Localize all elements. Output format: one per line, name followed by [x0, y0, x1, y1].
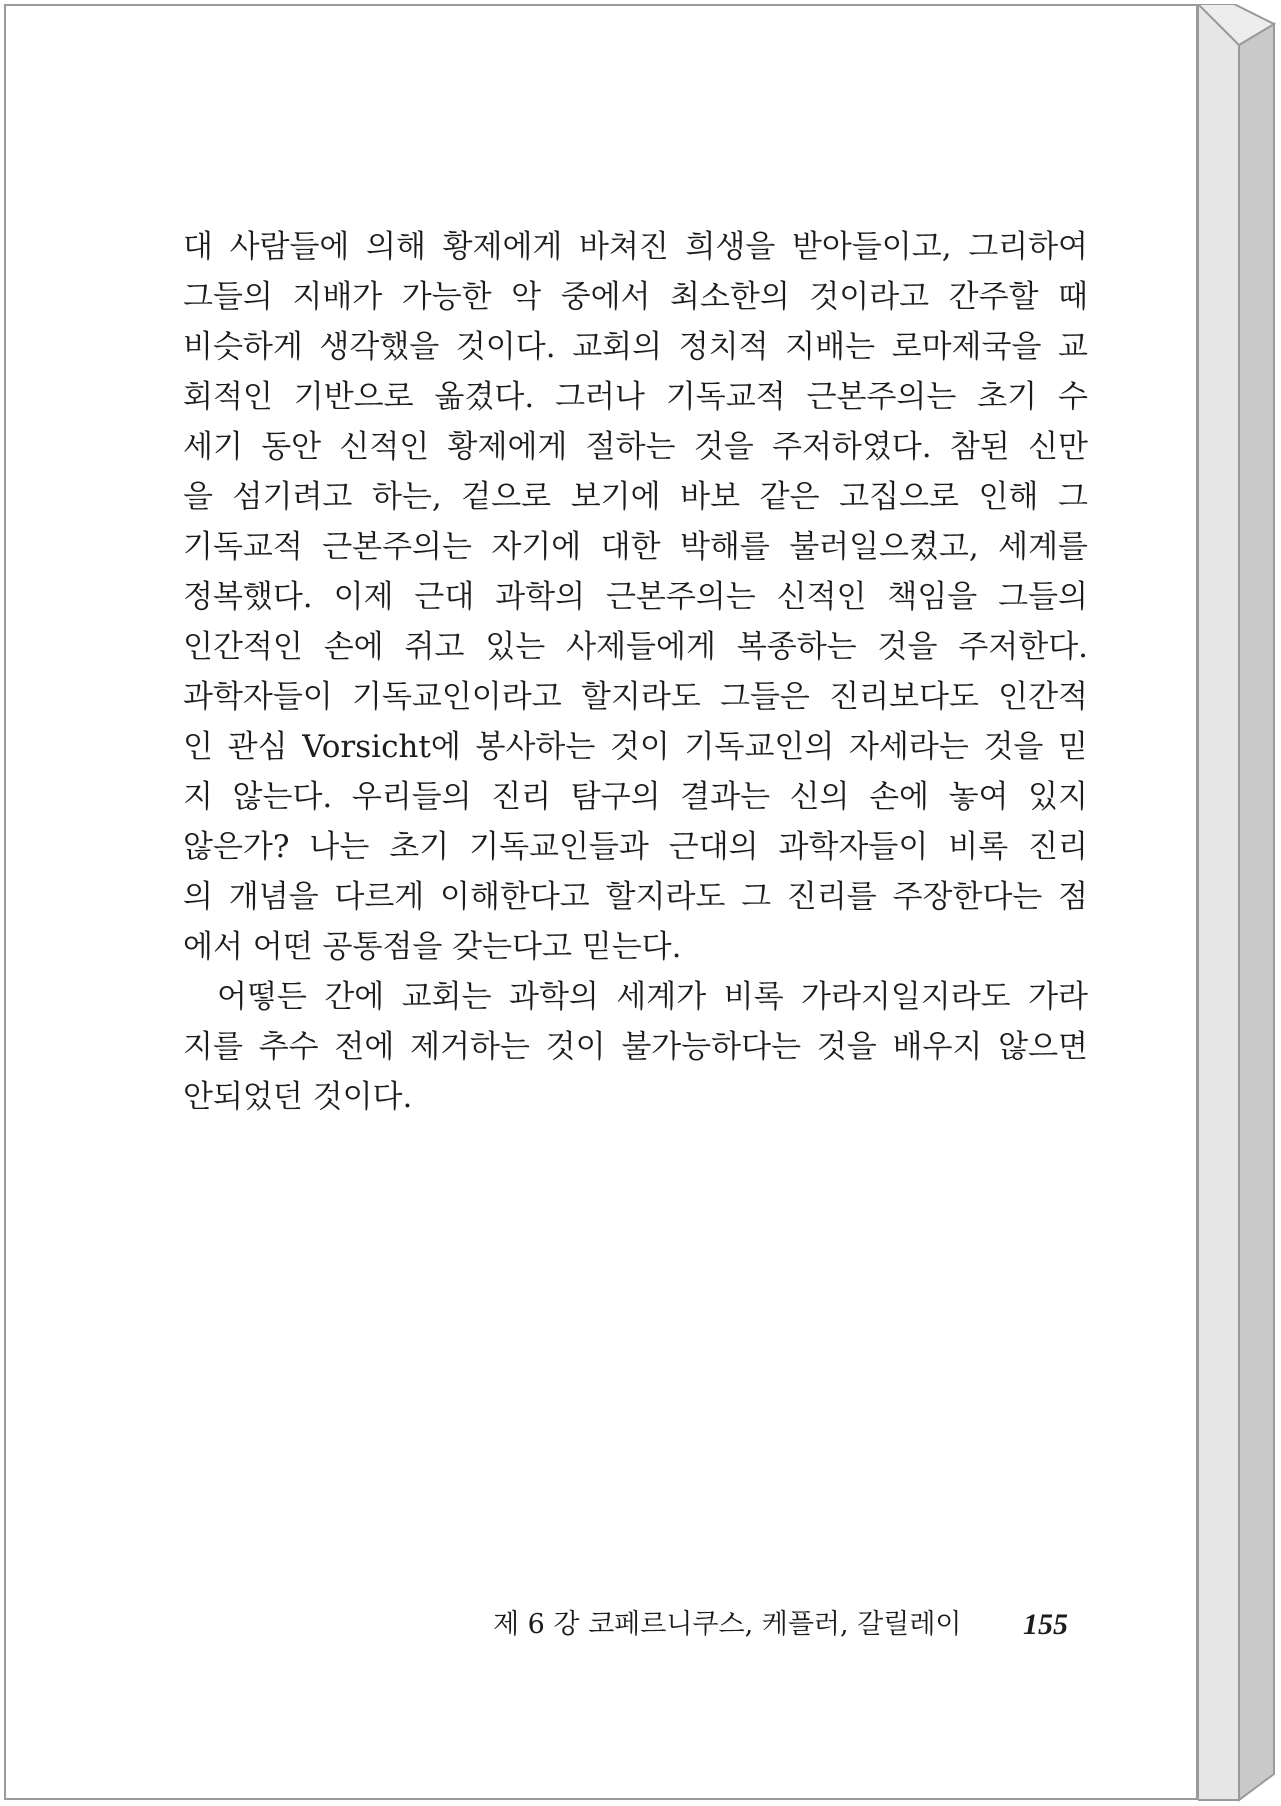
text-line: 안되었던 것이다. [183, 1079, 413, 1115]
text-line: 인 관심 Vorsicht에 봉사하는 것이 기독교인의 자세라는 것을 믿 [183, 729, 1088, 765]
text-line: 에서 어떤 공통점을 갖는다고 믿는다. [183, 929, 682, 965]
text-line: 과학자들이 기독교인이라고 할지라도 그들은 진리보다도 인간적 [183, 679, 1088, 715]
body-text [183, 222, 1088, 1122]
text-line: 세기 동안 신적인 황제에게 절하는 것을 주저하였다. 참된 신만 [183, 429, 1088, 465]
text-line: 비슷하게 생각했을 것이다. 교회의 정치적 지배는 로마제국을 교 [183, 329, 1088, 365]
text-line: 지를 추수 전에 제거하는 것이 불가능하다는 것을 배우지 않으면 [183, 1029, 1088, 1065]
chapter-title: 제 6 강 코페르니쿠스, 케플러, 갈릴레이 [493, 1609, 962, 1640]
text-line: 정복했다. 이제 근대 과학의 근본주의는 신적인 책임을 그들의 [183, 579, 1088, 615]
text-line: 지 않는다. 우리들의 진리 탐구의 결과는 신의 손에 놓여 있지 [183, 779, 1088, 815]
text-line: 않은가? 나는 초기 기독교인들과 근대의 과학자들이 비록 진리 [183, 829, 1088, 865]
text-line: 을 섬기려고 하는, 겉으로 보기에 바보 같은 고집으로 인해 그 [183, 479, 1088, 515]
text-line: 어떻든 간에 교회는 과학의 세계가 비록 가라지일지라도 가라 [217, 979, 1088, 1015]
text-line: 의 개념을 다르게 이해한다고 할지라도 그 진리를 주장한다는 점 [183, 879, 1088, 915]
page-number: 155 [1023, 1608, 1068, 1641]
text-line: 기독교적 근본주의는 자기에 대한 박해를 불러일으켰고, 세계를 [183, 529, 1088, 565]
text-line: 그들의 지배가 가능한 악 중에서 최소한의 것이라고 간주할 때 [183, 279, 1088, 315]
text-line: 인간적인 손에 쥐고 있는 사제들에게 복종하는 것을 주저한다. [183, 629, 1088, 665]
running-footer [493, 1603, 1068, 1647]
text-line: 회적인 기반으로 옮겼다. 그러나 기독교적 근본주의는 초기 수 [183, 379, 1088, 415]
page-stack-edge-shape [1198, 4, 1281, 1806]
text-line: 대 사람들에 의해 황제에게 바쳐진 희생을 받아들이고, 그리하여 [183, 229, 1088, 265]
